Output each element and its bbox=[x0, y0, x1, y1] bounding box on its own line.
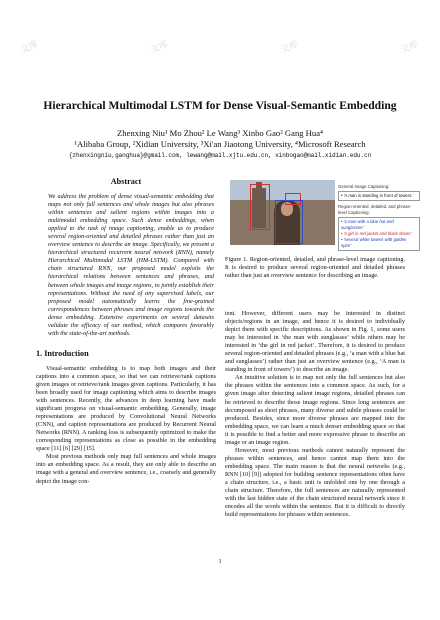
section-heading-introduction: 1. Introduction bbox=[36, 348, 89, 358]
dense-caption-heading: Region-oriented, detailed, and phrase-level Captioning: bbox=[338, 204, 412, 215]
author-list: Zhenxing Niu¹ Mo Zhou² Le Wang³ Xinbo Gao² Gang Hua⁴ bbox=[116, 128, 323, 138]
dense-caption-3: • 'several white towers with golden spire' bbox=[341, 237, 407, 248]
paper-title: Hierarchical Multimodal LSTM for Dense Visual-Semantic Embedding bbox=[43, 99, 397, 112]
watermark: 文库 bbox=[398, 38, 420, 56]
intro-paragraph-2: Most previous methods only map full sentences and whole images into an embedding space. As a result, they are only able to describe an image with a general and overview sentence, i.e., coarsely and generally depict the image con- bbox=[36, 453, 216, 485]
figure-1-image bbox=[230, 180, 335, 245]
dense-caption-box bbox=[338, 217, 420, 251]
abstract-body: We address the problem of dense visual-semantic embedding that maps not only full sentences and whole images but also phrases within sentences and salient regions within images into a multimodal embedding space. Such dense embeddings, when applied to the task of image captioning, enable us to produce several region-oriented and detailed phrases rather than just an overview sentence to describe an image. Specifically, we present a hierarchical structured recurrent neural network (RNN), namely Hierarchical Multimodal LSTM (HM-LSTM). Compared with chain structured RNN, our proposed model exploits the hierarchical relations between sentences and phrases, and between whole images and image regions, to jointly establish their representations. Without the need of any supervised labels, our proposed model automatically learns the fine-grained correspondences between phrases and image regions towards the dense embedding. Extensive experiments on several datasets validate the efficacy of our method, which compares favorably with the state-of-the-art methods. bbox=[48, 193, 214, 337]
general-caption: • 'A man is standing in front of towers.' bbox=[341, 193, 414, 198]
author-emails: {zhenxingniu,ganghua}@gmail.com, lewang@mail.xjtu.edu.cn, xinbogao@mail.xidian.edu.cn bbox=[68, 152, 372, 159]
intro-paragraph-right-2: An intuitive solution is to map not only the full sentences but also the phrases within the sentences into a common space. As such, for a given image after detecting salient image regions, detailed phrases can be retrieved to describe those image regions. Since long sentences are decomposed as short phrases, many diverse and subtle phrases could be produced. Besides, since more diverse phrases are mapped into the embedding space, we can learn a much denser embedding space so that it is possible to find a better and more expressive phrase to describe an image or an image region. bbox=[225, 374, 405, 446]
abstract-heading: Abstract bbox=[110, 177, 142, 186]
intro-paragraph-right-1: tent. However, different users may be interested in distinct objects/regions in an image, and hence it is desired to individually depict them with specific descriptions. As shown in Fig. 1, some users may be interested in ‘the man with sunglasses’ while others may be interested in ‘the girl in red jacket’. Therefore, it is desired to produce several region-oriented and detailed phrases (e.g., ‘a man with a blue hat and sunglasses’) rather than just an overview sentence (e.g., ‘A man is standing in front of towers’) to describe an image. bbox=[225, 310, 405, 374]
intro-paragraph-right-3: However, most previous methods cannot naturally represent the phrases within sentences, and hence cannot map them into the embedding space. The main reason is that the neural networks (e.g., RNN [10] [9]) adopted for building sentence representations often have a chain structure, i.e., a basic unit is unfolded one by one through a chain structure. Therefore, the full sentences are naturally represented with the last hidden state of the chain structured neural network since it encodes all the words within the sentence. But it is difficult to directly build representations for phrases within sentences. bbox=[225, 446, 405, 519]
right-column bbox=[225, 310, 405, 519]
left-column bbox=[36, 176, 216, 486]
region-box bbox=[250, 184, 270, 230]
watermark: 文库 bbox=[148, 38, 170, 56]
dense-caption-2: • 'a girl in red jacket and black shoes' bbox=[341, 231, 412, 236]
general-caption-heading: General Image Captioning: bbox=[338, 184, 390, 189]
affiliations: ¹Alibaba Group, ²Xidian University, ³Xi'an Jiaotong University, ⁴Microsoft Research bbox=[74, 139, 366, 149]
dense-caption-1: • 'a man with a blue hat and sunglasses' bbox=[341, 219, 394, 230]
figure-1-caption: Figure 1. Region-oriented, detailed, and phrase-level image captioning. It is desired to produce several region-oriented and detailed phrases rather than just an overview sentence for describing an image. bbox=[225, 256, 405, 280]
watermark: 文库 bbox=[18, 38, 40, 56]
intro-paragraph-1: Visual-semantic embedding is to map both images and their captions into a common space, so that we can retrieve/rank captions given images or retrieve/rank images given captions. Particularly, it has been broadly used for image captioning which aims to describe images with sentences. Recently, the advances in deep learning have made significant progress on visual-semantic embedding. Generally, image representations are produced by Convolutional Neural Networks (CNN), and caption representations are produced by Recurrent Neural Networks (RNN). A ranking loss is subsequently optimized to make the corresponding representations as close as possible in the embedding space [11] [6] [29] [15]. bbox=[36, 364, 216, 453]
figure-1-captions bbox=[338, 184, 420, 254]
watermark: 文库 bbox=[278, 38, 300, 56]
general-caption-box bbox=[338, 191, 420, 201]
region-box bbox=[275, 200, 303, 244]
page-number: 1 bbox=[218, 558, 222, 565]
